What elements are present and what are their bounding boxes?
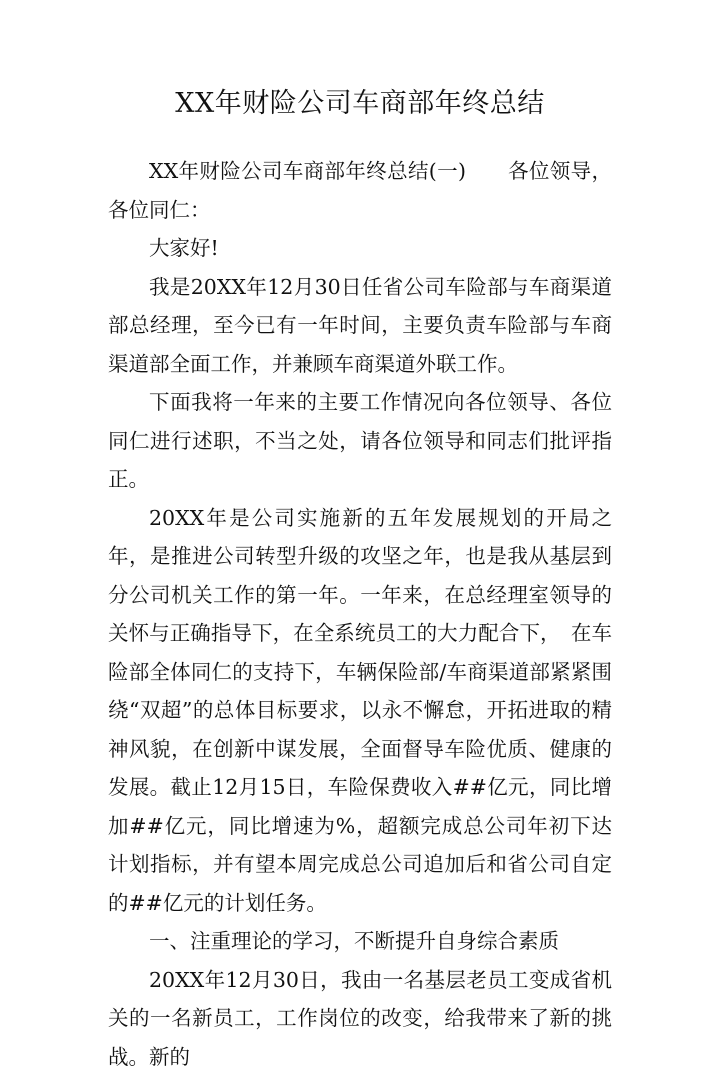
paragraph-opening: XX年财险公司车商部年终总结(一) 各位领导，各位同仁： bbox=[108, 152, 612, 229]
section-heading-1: 一、注重理论的学习，不断提升自身综合素质 bbox=[108, 922, 612, 961]
document-title: XX年财险公司车商部年终总结 bbox=[108, 82, 612, 126]
paragraph-report-statement: 下面我将一年来的主要工作情况向各位领导、各位同仁进行述职，不当之处，请各位领导和同志们批评指正。 bbox=[108, 383, 612, 499]
paragraph-introduction: 我是20XX年12月30日任省公司车险部与车商渠道部总经理，至今已有一年时间，主要负责车险部与车商渠道部全面工作，并兼顾车商渠道外联工作。 bbox=[108, 268, 612, 384]
paragraph-greeting: 大家好! bbox=[108, 229, 612, 268]
paragraph-annual-summary: 20XX年是公司实施新的五年发展规划的开局之年，是推进公司转型升级的攻坚之年，也是我从基层到分公司机关工作的第一年。一年来，在总经理室领导的关怀与正确指导下，在全系统员工的大力配合下， 在车险部全体同仁的支持下，车辆保险部/车商渠道部紧紧围绕“双超”的总体目标要求，以永不懈怠，开拓进取的精神风貌，在创新中谋发展，全面督导车险优质、健康的发展。截止12月15日，车险保费收入##亿元，同比增加##亿元，同比增速为%，超额完成总公司年初下达计划指标，并有望本周完成总公司追加后和省公司自定的##亿元的计划任务。 bbox=[108, 499, 612, 923]
paragraph-section-1-body: 20XX年12月30日，我由一名基层老员工变成省机关的一名新员工，工作岗位的改变，给我带来了新的挑战。新的 bbox=[108, 961, 612, 1076]
